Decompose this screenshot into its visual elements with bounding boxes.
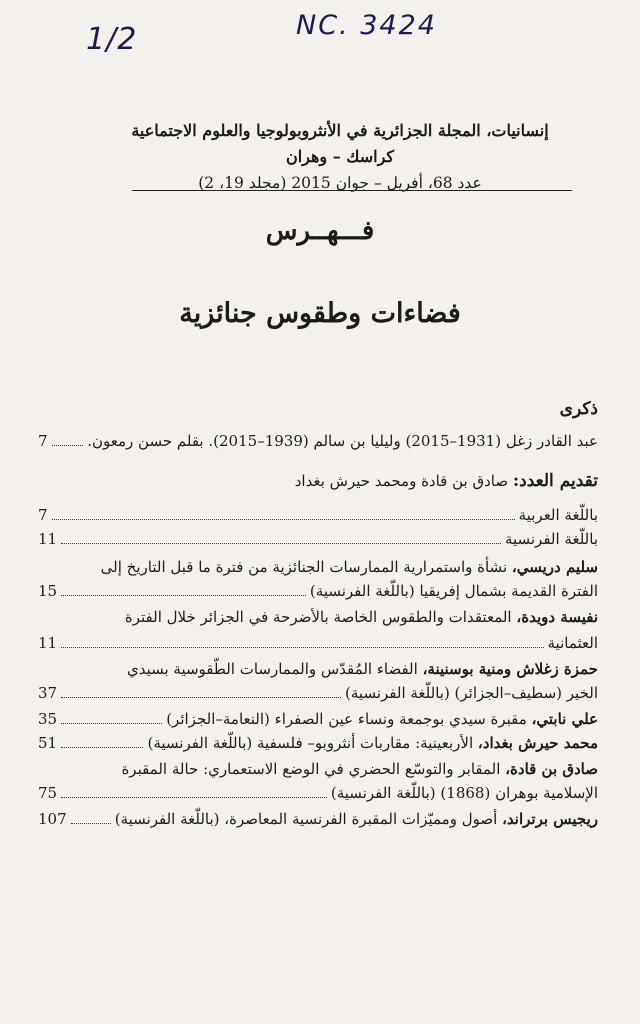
article-author: محمد حيرش بغداد، [477,734,598,752]
article-author: صادق بن قادة، [505,760,598,778]
article-entry [38,806,598,832]
article-author: نفيسة دويدة، [516,608,598,626]
article-page: 11 [38,634,58,652]
leader-dots [61,747,143,748]
article-entry [38,554,598,580]
article-entry [38,756,598,782]
theme-title: فضاءات وطقوس جنائزية [179,298,461,329]
article-title: المقابر والتوسّع الحضري في الوضع الاستعماري: حالة المقبرة [121,760,501,778]
handwritten-note-left: 1/2 [86,22,138,57]
article-entry-cont [38,630,598,656]
article-title: الفضاء المُقدّس والممارسات الطّقوسية بسيدي [126,660,418,678]
article-title: أصول ومميّزات المقبرة الفرنسية المعاصرة، (باللّغة الفرنسية) [114,810,498,828]
article-entry [38,730,598,756]
article-page: 35 [38,710,58,728]
journal-issue: عدد 68، أفريل – جوان 2015 (مجلد 19، 2) [198,174,482,192]
article-page: 37 [38,684,58,702]
article-author: حمزة زغلاش ومنية بوسنينة، [422,660,598,678]
memorial-entry [38,428,598,454]
intro-french-entry [38,526,598,552]
leader-dots [61,595,306,596]
leader-dots [61,697,341,698]
article-page: 15 [38,582,58,600]
article-title-cont: العثمانية [547,634,598,652]
leader-dots [61,797,327,798]
intro-heading [38,468,598,494]
article-entry-cont [38,578,598,604]
intro-arabic-page: 7 [38,506,48,524]
intro-french-page: 11 [38,530,58,548]
journal-place: كراسك – وهران [285,147,395,166]
journal-header [80,118,600,196]
article-entry [38,656,598,682]
memorial-heading [38,396,598,422]
intro-arabic-label: باللّغة العربية [518,506,598,524]
article-author: علي نابتي، [531,710,598,728]
intro-heading-text: تقديم العدد: [512,471,598,491]
intro-authors: صادق بن قادة ومحمد حيرش بغداد [294,472,509,490]
article-title: نشأة واستمرارية الممارسات الجنائزية من فترة ما قبل التاريخ إلى [100,558,508,576]
article-title: الأربعينية: مقاربات أنثروبو– فلسفية (باللّغة الفرنسية) [147,734,474,752]
article-author: سليم دريسي، [511,558,598,576]
article-entry-cont [38,780,598,806]
article-entry [38,706,598,732]
article-title: مقبرة سيدي بوجمعة ونساء عين الصفراء (النعامة–الجزائر) [166,710,527,728]
leader-dots [52,445,84,446]
article-title-cont: الخير (سطيف–الجزائر) (باللّغة الفرنسية) [345,684,598,702]
article-entry [38,604,598,630]
journal-title: إنسانيات، المجلة الجزائرية في الأنثروبولوجيا والعلوم الاجتماعية [131,121,549,140]
article-title: المعتقدات والطقوس الخاصة بالأضرحة في الجزائر خلال الفترة [124,608,512,626]
leader-dots [52,519,515,520]
intro-arabic-entry [38,502,598,528]
article-title-cont: الإسلامية بوهران (1868) (باللّغة الفرنسية) [330,784,598,802]
article-page: 107 [38,810,67,828]
leader-dots [71,823,111,824]
toc-title: فـــهــرس [265,216,375,246]
article-page: 75 [38,784,58,802]
article-entry-cont [38,680,598,706]
memorial-heading-text: ذكرى [559,399,598,419]
leader-dots [61,723,162,724]
header-rule [132,190,572,191]
article-title-cont: الفترة القديمة بشمال إفريقيا (باللّغة الفرنسية) [309,582,598,600]
leader-dots [61,647,543,648]
article-page: 51 [38,734,58,752]
memorial-page: 7 [38,432,48,450]
leader-dots [61,543,501,544]
intro-french-label: باللّغة الفرنسية [504,530,598,548]
article-author: ريجيس برتراند، [502,810,598,828]
memorial-text: عبد القادر زغل (1931–2015) وليليا بن سالم (1939–2015). بقلم حسن رمعون. [87,432,598,450]
handwritten-note-right: NC. 3424 [296,10,437,41]
